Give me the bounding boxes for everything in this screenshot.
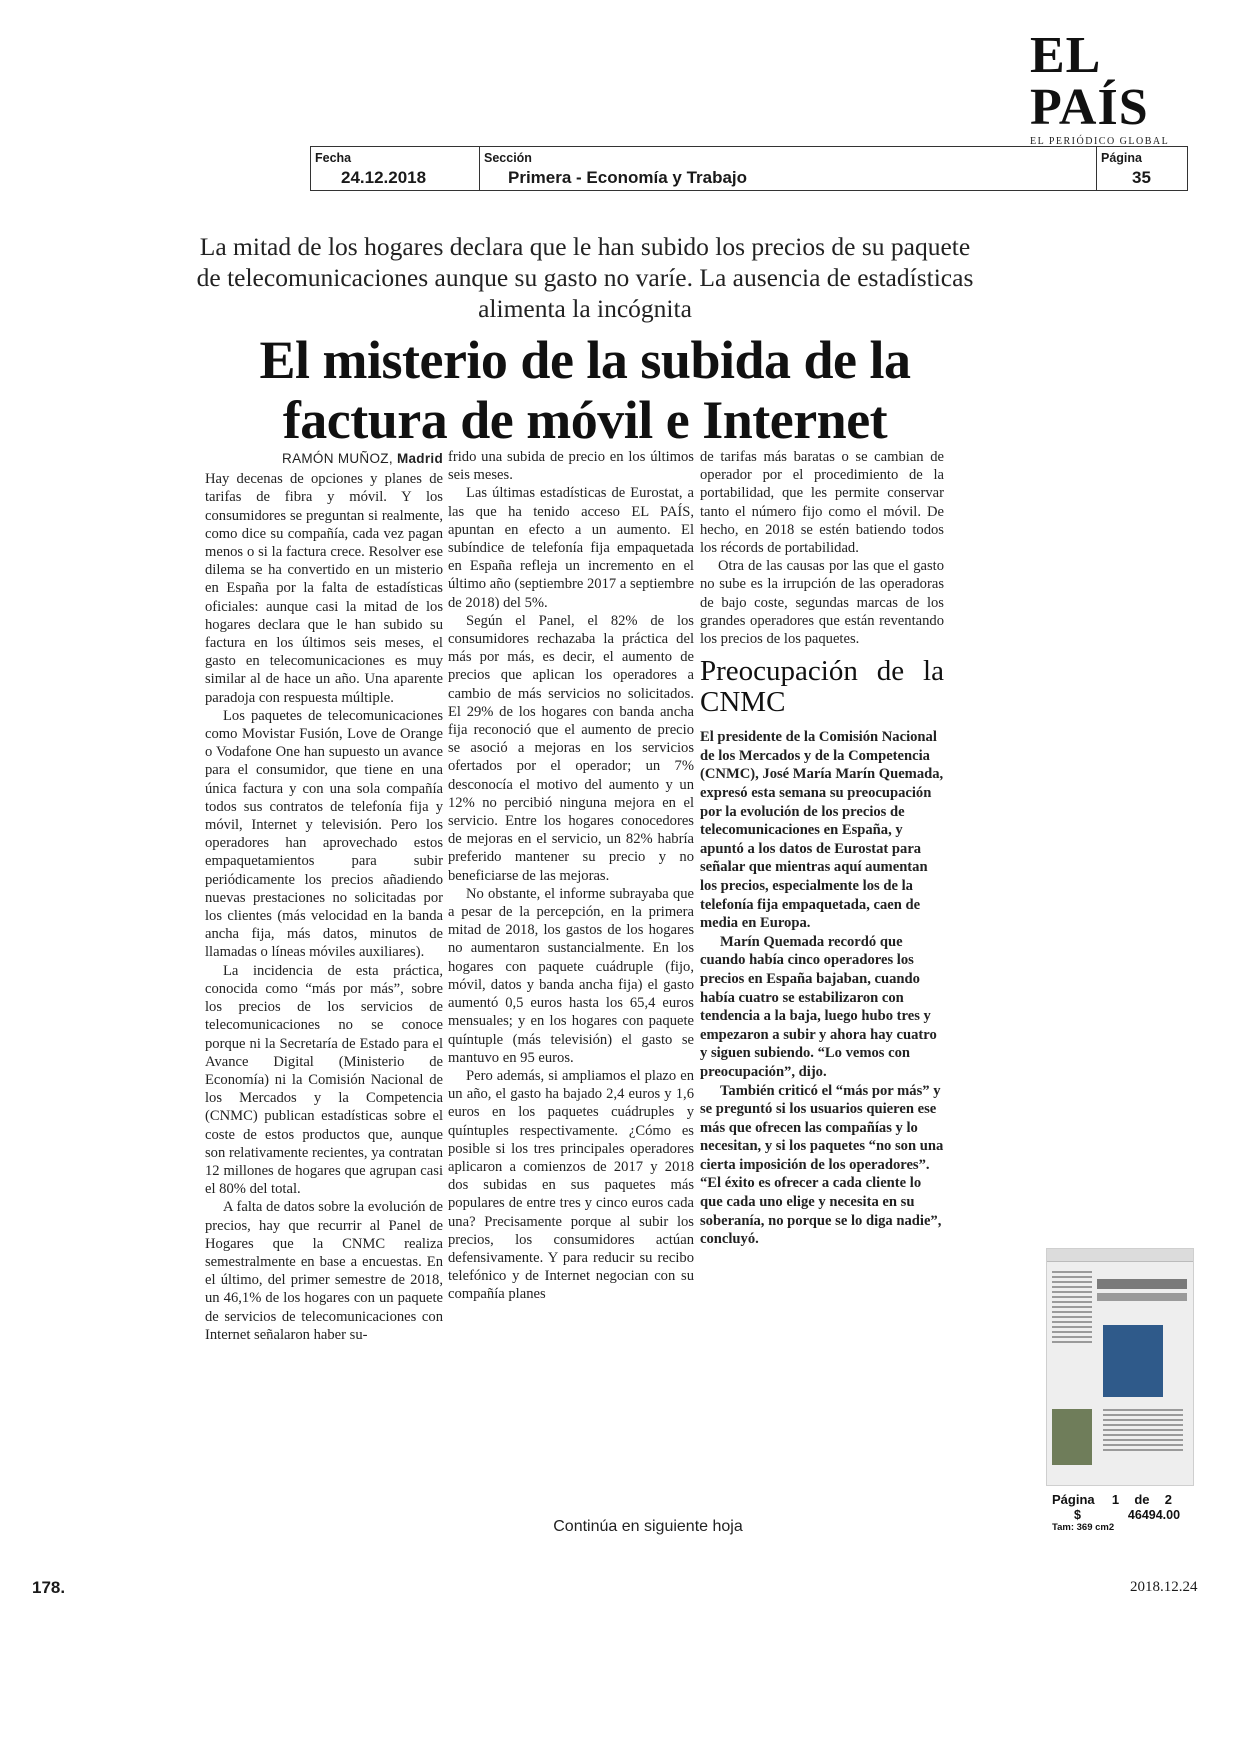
paragraph: A falta de datos sobre la evolución de precios, hay que recurrir al Panel de Hogares que la CNMC realiza semestralmente en base a encuestas. En el último, del primer semestre de 2018, un 46,1% de los hogares con un paquete de servicios de telecomunicaciones con Internet señalaron haber su- [205,1199,443,1343]
thumbnail-title-bar [1097,1293,1187,1301]
thumbnail-blue-graphic [1103,1325,1163,1397]
fecha-value: 24.12.2018 [341,168,427,187]
paragraph: Según el Panel, el 82% de los consumidores rechazaba la práctica del más por más, es decir, el aumento de precios que aplican los operadores a cambio de más servicios no solicitados. El 29% de los hogares con banda ancha fija reconoció que el aumento de precio se asoció a mejoras en los servicios ofertados por el operador; un 7% desconocía el motivo del aumento y un 12% no percibió ninguna mejora en el servicio. Entre los hogares conocedores de mejoras en el servicio, un 82% habría preferido mantener su precio y no beneficiarse de las mejoras. [448,612,694,884]
pagina-value: 35 [1132,168,1151,187]
page-thumbnail [1046,1248,1194,1486]
byline [205,450,443,468]
page-count-of: de [1134,1492,1150,1507]
article-column-1 [205,450,443,1344]
clipping-info-box [310,146,1188,191]
currency-symbol: $ [1074,1508,1081,1522]
continued-note: Continúa en siguiente hoja [553,1518,743,1535]
pagina-label: Página [1101,151,1142,165]
ad-value-amount: 46494.00 [1127,1508,1181,1522]
paragraph: Los paquetes de telecomunicaciones como Movistar Fusión, Love de Orange o Vodafone One han supuesto un avance para el consumidor, que tiene en una única factura y con una sola compañía todos sus contratos de telefonía fija y móvil, Internet y televisión. Pero los operadores han aprovechado estos empaquetamientos para subir periódicamente los precios añadiendo nuevas prestaciones no solicitadas por los clientes (más velocidad en la banda ancha fija, más datos, minutos de llamadas o líneas móviles auxiliares). [205,707,443,961]
clipping-number: 178. [32,1578,66,1597]
page-count-label: Página [1052,1492,1095,1507]
byline-author: RAMÓN MUÑOZ, [282,451,393,466]
paragraph: Otra de las causas por las que el gasto no sube es la irrupción de las operadoras de bajo coste, segundas marcas de los grandes operadores que están reventando los precios de los paquetes. [700,558,944,648]
seccion-cell [480,147,1097,190]
thumbnail-photo [1052,1409,1092,1465]
sidebar-box-title: Preocupación de la CNMC [700,655,944,719]
fecha-cell [311,147,480,190]
thumbnail-right-text [1103,1409,1183,1454]
newspaper-tagline: EL PERIÓDICO GLOBAL [1030,136,1170,147]
paragraph: de tarifas más baratas o se cambian de operador por el procedimiento de la portabilidad, que les permite conservar tanto el número fijo como el móvil. De hecho, en 2018 se estén batiendo todos los récords de portabilidad. [700,449,944,557]
paragraph: Marín Quemada recordó que cuando había cinco operadores los precios en España bajaban, cuando había cuatro se estabilizaron con tendencia a la baja, luego hubo tres y empezaron a subir y ahora hay cuatro y siguen subiendo. “Lo vemos con preocupación”, dijo. [700,933,937,1080]
page-count [1052,1492,1180,1507]
size-info: Tam: 369 cm2 [1052,1522,1115,1533]
newspaper-logo: EL PAÍS [1030,27,1149,136]
masthead [1030,27,1200,147]
thumbnail-title-bar [1097,1279,1187,1289]
thumbnail-left-text [1052,1271,1092,1346]
article-headline: El misterio de la subida de la factura de móvil e Internet [259,330,911,450]
article-column-3 [700,448,944,1249]
article-subhead: La mitad de los hogares declara que le han subido los precios de su paquete de telecomunicaciones aunque su gasto no varíe. La ausencia de estadísticas alimenta la incógnita [196,232,974,323]
paragraph: La incidencia de esta práctica, conocida como “más por más”, sobre los precios de los servicios de telecomunicaciones no se conoce porque ni la Secretaría de Estado para el Avance Digital (Ministerio de Economía) ni la Comisión Nacional de los Mercados y la Competencia (CNMC) publican estadísticas sobre el coste de estos productos que, aunque son relativamente recientes, ya contratan 12 millones de hogares que agrupan casi el 80% del total. [205,962,443,1198]
sidebar-box-body [700,728,944,1249]
paragraph: El presidente de la Comisión Nacional de los Mercados y de la Competencia (CNMC), José María Marín Quemada, expresó esta semana su preocupación por la evolución de los precios de telecomunicaciones en España, y apuntó a los datos de Eurostat para señalar que mientras aquí aumentan los precios, especialmente los de la telefonía fija empaquetada, caen de media en Europa. [700,729,944,932]
seccion-label: Sección [484,151,532,165]
article-column-2 [448,448,694,1304]
page-count-current: 1 [1111,1492,1120,1507]
paragraph: También criticó el “más por más” y se preguntó si los usuarios quieren ese más que ofrecen las compañías y lo necesitan, y si los paquetes “no son una cierta imposición de los operadores”. “El éxito es ofrecer a cada cliente lo que cada uno elige y necesita en su soberanía, no porque se lo diga nadie”, concluyó. [700,1082,944,1248]
thumbnail-header [1047,1249,1193,1262]
paragraph: frido una subida de precio en los últimos seis meses. [448,449,694,484]
byline-city: Madrid [396,451,443,466]
footer-date: 2018.12.24 [1130,1579,1198,1595]
paragraph: Las últimas estadísticas de Eurostat, a las que ha tenido acceso EL PAÍS, apuntan en efecto a un aumento. El subíndice de telefonía fija empaquetada en España refleja un incremento en el último año (septiembre 2017 a septiembre de 2018) del 5%. [448,485,694,611]
page-count-total: 2 [1164,1492,1173,1507]
paragraph: Pero además, si ampliamos el plazo en un año, el gasto ha bajado 2,4 euros y 1,6 euros en los paquetes cuádruples y quíntuples respectivamente. ¿Cómo es posible si los tres principales operadores aplicaron a comienzos de 2017 y 2018 dos subidas en sus paquetes más populares de entre tres y cinco euros cada una? Precisamente porque al subir los precios, los consumidores actúan defensivamente. Y para reducir su recibo telefónico y de Internet negocian con su compañía planes [448,1067,694,1303]
paragraph: No obstante, el informe subrayaba que a pesar de la percepción, en la primera mitad de 2018, los gastos de los hogares no aumentaron sustancialmente. En los hogares con paquete cuádruple (fijo, móvil, datos y banda ancha fija) el gasto aumentó 0,5 euros hasta los 65,4 euros mensuales; y en los hogares con paquete quíntuple (más televisión) el gasto se mantuvo en 95 euros. [448,885,694,1066]
pagina-cell [1097,147,1187,190]
fecha-label: Fecha [315,151,352,165]
paragraph: Hay decenas de opciones y planes de tarifas de fibra y móvil. Y los consumidores se preguntan si realmente, como dice su compañía, cada vez pagan menos o si la factura crece. Resolver ese dilema se ha convertido en un misterio en España por la falta de estadísticas oficiales: aunque casi la mitad de los hogares declara que le han subido su factura en los últimos seis meses, el gasto en telecomunicaciones es muy similar al de hace un año. Una aparente paradoja con respuesta múltiple. [205,471,443,706]
seccion-value: Primera - Economía y Trabajo [508,168,748,187]
